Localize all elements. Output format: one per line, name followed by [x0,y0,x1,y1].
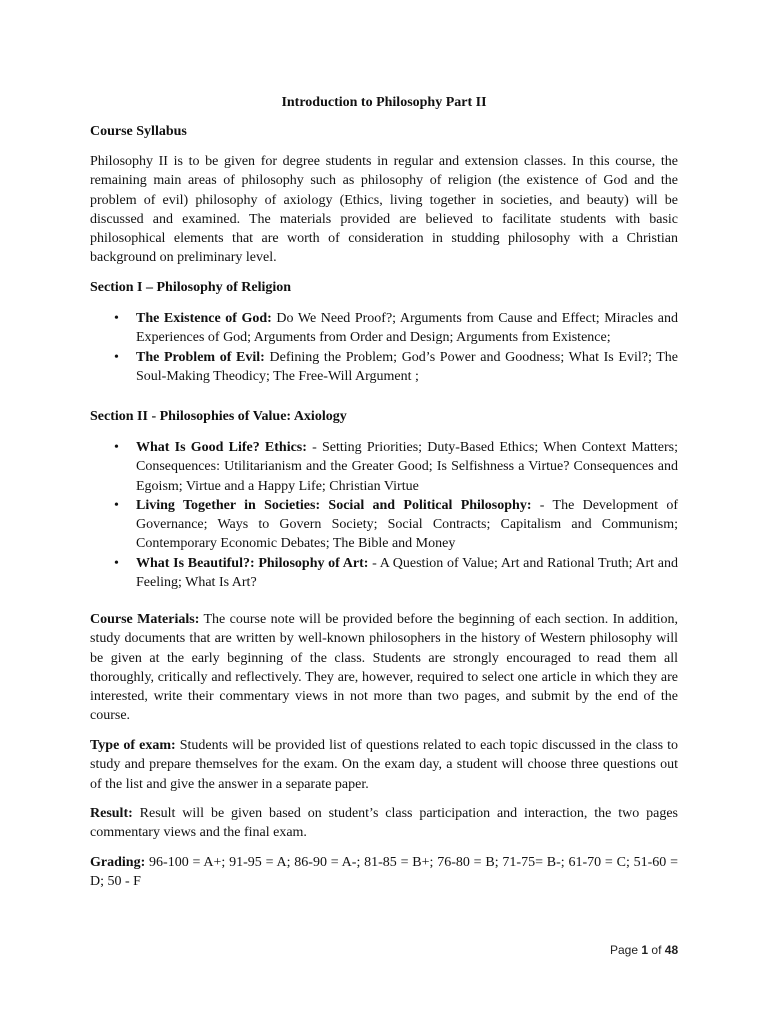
grading-text: 96-100 = A+; 91-95 = A; 86-90 = A-; 81-85 = B+; 76-80 = B; 71-75= B-; 61-70 = C; 51-60 = D; 50 - F [90,855,678,890]
grading-label: Grading: [90,855,146,870]
list-item [90,554,678,593]
course-syllabus-heading: Course Syllabus [90,124,187,139]
type-of-exam-paragraph [90,736,678,794]
list-item [90,309,678,348]
course-materials-paragraph [90,610,678,726]
section-2-heading: Section II - Philosophies of Value: Axiology [90,409,347,424]
bullet-icon: • [114,555,119,571]
page-number-footer [610,943,678,957]
result-paragraph [90,804,678,843]
item-label: Living Together in Societies: Social and Political Philosophy: [136,497,532,513]
result-label: Result: [90,806,133,821]
bullet-icon: • [114,440,119,455]
bullet-icon: • [114,349,119,365]
item-text: Defining the Problem; God’s Power and Goodness; What Is Evil?; The Soul-Making Theodicy; The Free-Will Argument ; [136,349,679,384]
current-page: 1 [641,943,649,957]
document-title: Introduction to Philosophy Part II [281,95,487,110]
section-1-list [90,309,678,386]
list-item [90,496,678,554]
grading-paragraph [90,853,678,892]
materials-label: Course Materials: [90,612,200,627]
bullet-icon: • [114,497,119,513]
item-label: The Problem of Evil: [136,349,265,365]
section-1-heading: Section I – Philosophy of Religion [90,280,292,295]
result-text: Result will be given based on student’s class participation and interaction, the two pages commentary views and the final exam. [90,806,678,841]
intro-paragraph: Philosophy II is to be given for degree students in regular and extension classes. In this course, the remaining main areas of philosophy such as philosophy of religion (the existence of God and the problem of evil) philosophy of axiology (Ethics, living together in societies, and beauty) will be discussed and examined. The materials provided are believed to facilitate students with basic philosophical elements that are worth of consideration in studding philosophy with a Christian background on preliminary level. [90,154,678,266]
item-text: - The Development of Governance; Ways to Govern Society; Social Contracts; Capitalism and Communism; Contemporary Economic Debates; The Bible and Money [136,497,678,552]
bullet-icon: • [114,311,119,326]
page-word: Page [610,943,639,957]
exam-text: Students will be provided list of questions related to each topic discussed in the class to study and prepare themselves for the exam. On the exam day, a student will choose three questions out of the list and give the answer in a separate paper. [90,738,678,792]
item-text: Do We Need Proof?; Arguments from Cause and Effect; Miracles and Experiences of God; Arguments from Order and Design; Arguments from Existence; [136,311,678,346]
item-text: - A Question of Value; Art and Rational Truth; Art and Feeling; What Is Art? [136,555,678,591]
item-label: What Is Good Life? Ethics: [136,440,307,455]
total-pages: 48 [664,943,679,957]
item-label: What Is Beautiful?: Philosophy of Art: [136,555,369,571]
of-word: of [651,943,662,957]
item-label: The Existence of God: [136,311,272,326]
section-2-list [90,438,678,592]
exam-label: Type of exam: [90,738,176,753]
materials-text: The course note will be provided before the beginning of each section. In addition, study documents that are written by well-known philosophers in the history of Western philosophy will be given at the early beginning of the class. Students are strongly encouraged to read them all thoroughly, critically and reflectively. They are, however, required to select one article in which they are interested, write their commentary views in not more than two pages, and submit by the end of the course. [90,612,679,724]
list-item [90,348,678,387]
list-item [90,438,678,496]
item-text: - Setting Priorities; Duty-Based Ethics; When Context Matters; Consequences: Utilitarianism and the Greater Good; Is Selfishness a Virtue? Consequences and Egoism; Virtue and a Happy Life; Christian Virtue [136,440,678,494]
